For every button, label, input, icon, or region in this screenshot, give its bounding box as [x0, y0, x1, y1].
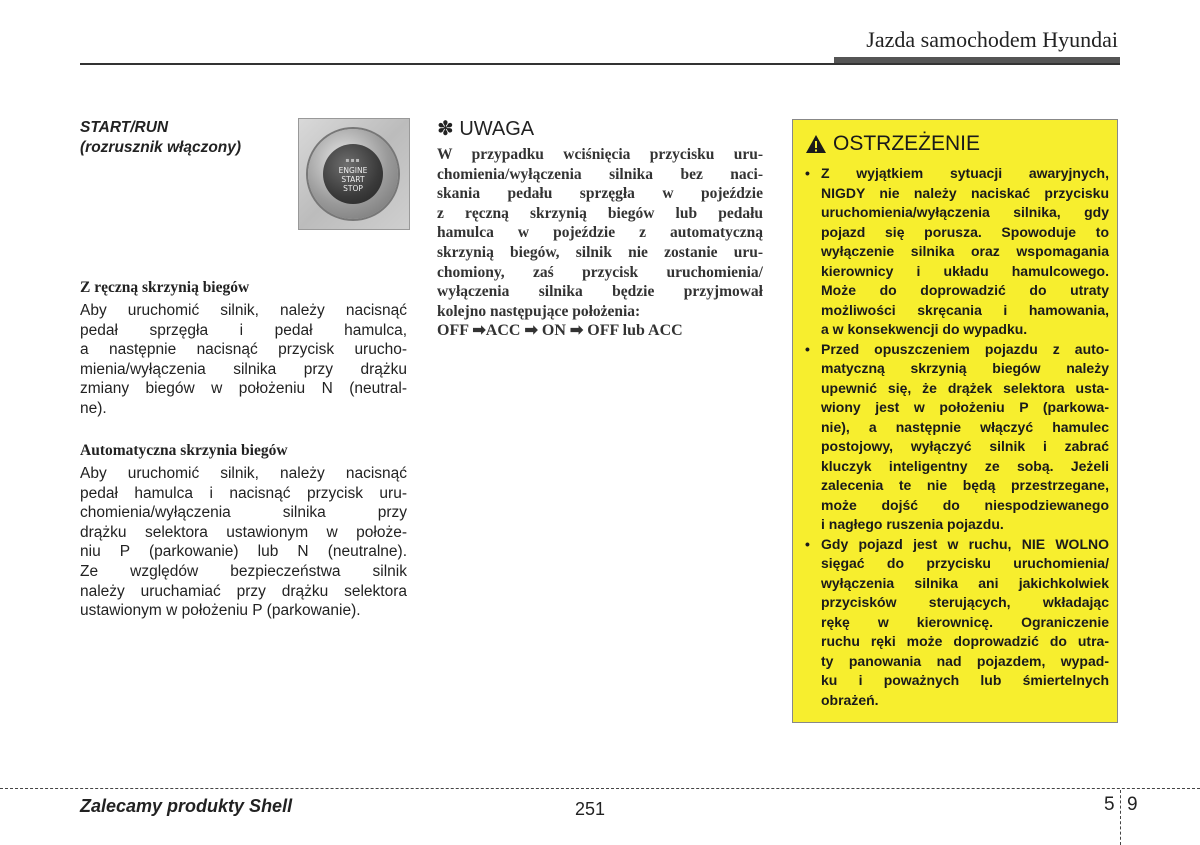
text-line: pedał hamulca i nacisnąć przycisk uru- — [80, 484, 407, 502]
text-line: mienia/wyłączenia silnika przy drążku — [80, 360, 407, 378]
text-line: kierownicy i układu hamulcowego. — [821, 262, 1109, 279]
text-line: wyłączenia silnika będzie przyjmował — [437, 283, 763, 301]
start-button-photo — [298, 118, 410, 230]
text-line: Może do doprowadzić do utraty — [821, 282, 1109, 298]
header-rule — [80, 63, 1120, 65]
page-header-title: Jazda samochodem Hyundai — [866, 27, 1118, 52]
text-line: wyłączenie silnika oraz wspomagania — [821, 243, 1109, 259]
text-line: przycisków sterujących, wkładając — [821, 594, 1109, 610]
text-line: rękę w kierownicę. Ograniczenie — [821, 613, 1109, 630]
footer-sponsor-text: Zalecamy produkty Shell — [80, 796, 293, 816]
text-line: wyłączenia silnika ani jakichkolwiek — [821, 574, 1109, 591]
text-line: drążku selektora ustawionym w położe- — [80, 523, 407, 541]
text-line: może dojść do niespodziewanego — [821, 496, 1109, 513]
list-item — [803, 164, 1109, 340]
footer-section-number: 5 — [1104, 794, 1115, 815]
text-line: z ręczną skrzynią biegów lub pedału — [437, 204, 763, 222]
text-line: chomiony, zaś przycisk uruchomienia/ — [437, 263, 763, 281]
warning-list — [803, 164, 1109, 710]
text-line: ruchu ręki może doprowadzić do utra- — [821, 633, 1109, 649]
text-line: pedał sprzęgła i pedał hamulca, — [80, 321, 407, 339]
warning-box — [792, 119, 1118, 723]
text-line: a w konsekwencji do wypadku. — [821, 321, 1028, 337]
text-line: niu P (parkowanie) lub N (neutralne). — [80, 543, 407, 561]
automatic-gearbox-paragraph — [80, 464, 407, 621]
text-line: ustawionym w położeniu P (parkowanie). — [80, 602, 361, 620]
text-line: • Przed opuszczeniem pojazdu z auto- — [821, 340, 1109, 357]
note-title: ✽ UWAGA — [437, 118, 535, 140]
note-body — [437, 145, 763, 341]
text-line: wiony jest w położeniu P (parkowa- — [821, 399, 1109, 415]
text-line: a następnie nacisnąć przycisk urucho- — [80, 341, 407, 359]
ignition-sequence: OFF ➡ACC ➡ ON ➡ OFF lub ACC — [437, 322, 683, 340]
text-line: pojazd się porusza. Spowoduje to — [821, 223, 1109, 240]
text-line: uruchomienia/wyłączenia silnika, gdy — [821, 204, 1109, 220]
text-line: kluczyk inteligentny ze sobą. Jeżeli — [821, 457, 1109, 474]
text-line: należy uruchamiać przy drążku selektora — [80, 582, 407, 600]
text-line: Aby uruchomić silnik, należy nacisnąć — [80, 302, 407, 319]
text-line: matyczną skrzynią biegów należy — [821, 360, 1109, 376]
footer-separator — [1120, 790, 1121, 845]
list-item — [803, 535, 1109, 711]
image-caption — [80, 118, 290, 158]
text-line: zalecenia te nie będą przestrzegane, — [821, 477, 1109, 493]
text-line: ne). — [80, 399, 107, 417]
text-line: kolejno następujące położenia: — [437, 302, 641, 320]
text-line: W przypadku wciśnięcia przycisku uru- — [437, 146, 763, 163]
text-line: ty panowania nad pojazdem, wypad- — [821, 652, 1109, 669]
text-line: hamulca w pojeździe z automatyczną — [437, 224, 763, 242]
footer-page-number: 251 — [575, 799, 606, 819]
text-line: • Z wyjątkiem sytuacji awaryjnych, — [821, 165, 1109, 181]
start-button-bezel — [308, 129, 398, 219]
caption-line: (rozrusznik włączony) — [80, 139, 242, 156]
text-line: obrażeń. — [821, 691, 879, 708]
footer-rule — [0, 788, 1200, 789]
button-label: START — [341, 174, 365, 184]
text-line: chomienia/wyłączenia silnika bez naci- — [437, 165, 763, 183]
engine-start-stop-button — [323, 144, 383, 204]
text-line: NIGDY nie należy naciskać przycisku — [821, 184, 1109, 201]
text-line: chomienia/wyłączenia silnika przy — [80, 504, 407, 522]
manual-gearbox-heading: Z ręczną skrzynią biegów — [80, 279, 250, 296]
footer-section-page: 9 — [1127, 794, 1138, 815]
automatic-gearbox-heading: Automatyczna skrzynia biegów — [80, 442, 288, 459]
text-line: postojowy, wyłączyć silnik i zabrać — [821, 438, 1109, 454]
text-line: • Gdy pojazd jest w ruchu, NIE WOLNO — [821, 535, 1109, 552]
warning-title — [805, 132, 980, 156]
manual-gearbox-paragraph — [80, 301, 407, 419]
text-line: Aby uruchomić silnik, należy nacisnąć — [80, 465, 407, 482]
caption-line: START/RUN — [80, 119, 169, 136]
text-line: Ze względów bezpieczeństwa silnik — [80, 562, 407, 580]
text-line: sięgać do przycisku uruchomienia/ — [821, 555, 1109, 571]
text-line: nie), a następnie włączyć hamulec — [821, 418, 1109, 435]
text-line: upewnić się, że drążek selektora usta- — [821, 379, 1109, 396]
text-line: zmiany biegów w położeniu N (neutral- — [80, 380, 407, 398]
button-label: STOP — [343, 183, 363, 193]
button-label: ENGINE — [338, 165, 368, 175]
text-line: ku i poważnych lub śmiertelnych — [821, 672, 1109, 688]
text-line: skania pedału sprzęgła w pojeździe — [437, 185, 763, 203]
warning-triangle-icon — [805, 134, 827, 154]
warning-title-text: OSTRZEŻENIE — [833, 132, 981, 155]
indicator-leds-icon: ▪▪▪ — [345, 156, 361, 164]
text-line: i nagłego ruszenia pojazdu. — [821, 516, 1004, 532]
text-line: możliwości skręcania i hamowania, — [821, 301, 1109, 318]
list-item — [803, 340, 1109, 535]
text-line: skrzynią biegów, silnik nie zostanie uru- — [437, 243, 763, 261]
